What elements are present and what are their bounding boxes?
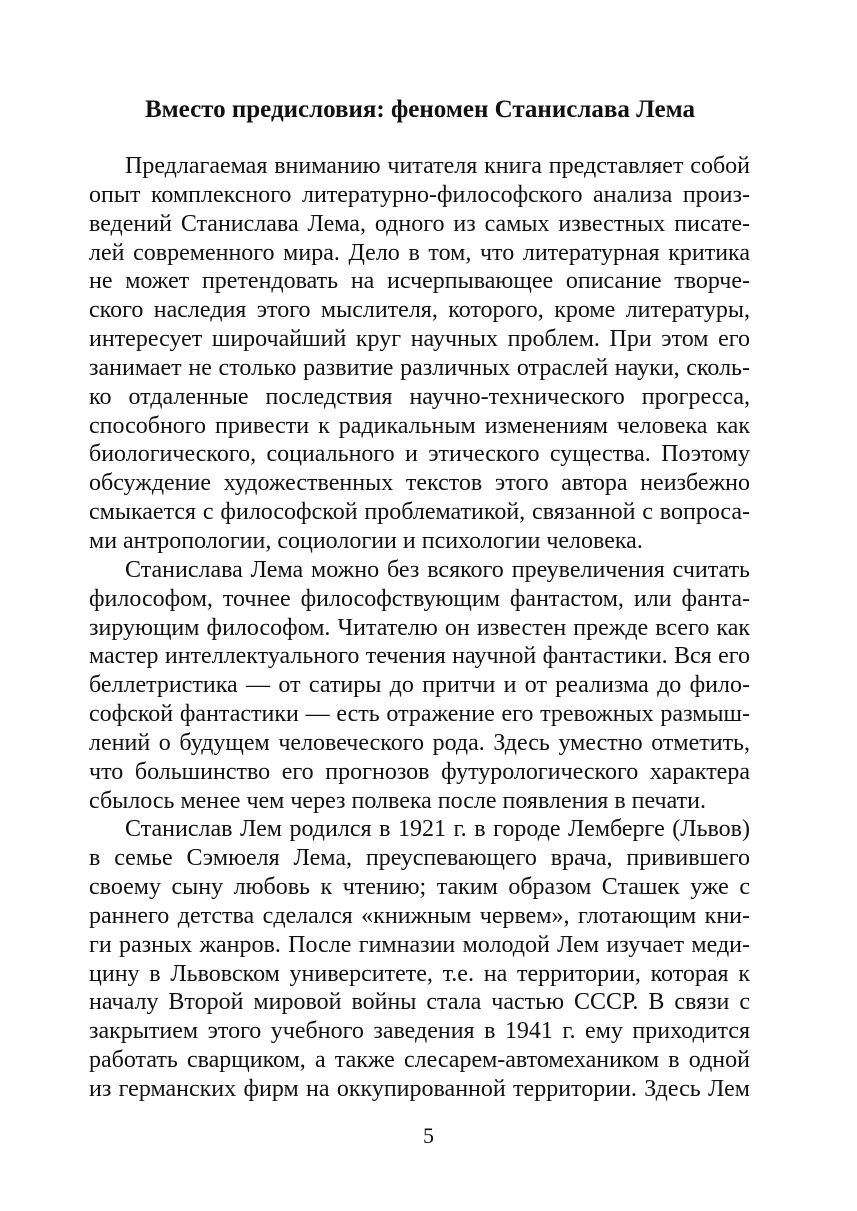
paragraph-3-line-7: началу Второй мировой войны стала частью СССР. В связи с [89,989,750,1016]
paragraph-1-line-4: лей современного мира. Дело в том, что литературная критика [89,239,750,266]
paragraph-3-line-5: ги разных жанров. После гимназии молодой Лем изучает меди- [89,931,750,958]
paragraph-2-line-8: что большинство его прогнозов футурологического характера [89,758,750,785]
paragraph-1-line-2: опыт комплексного литературно-философского анализа произ- [89,181,750,208]
paragraph-1-line-13: смыкается с философской проблематикой, связанной с вопроса- [89,499,750,526]
paragraph-3-line-3: своему сыну любовь к чтению; таким образом Сташек уже с [89,874,750,901]
chapter-title: Вместо предисловия: феномен Станислава Лема [144,96,696,123]
paragraph-1-line-8: занимает не столько развитие различных отраслей науки, сколь- [89,354,750,381]
paragraph-1-line-10: способного привести к радикальным изменениям человека как [89,412,750,439]
paragraph-3-line-4: раннего детства сделался «книжным червем», глотающим кни- [89,902,750,929]
paragraph-2-line-5: беллетристика — от сатиры до притчи и от реализма до фило- [89,672,750,699]
paragraph-1-line-3: ведений Станислава Лема, одного из самых известных писате- [89,210,750,237]
paragraph-3-line-8: закрытием этого учебного заведения в 1941 г. ему приходится [89,1018,750,1045]
paragraph-2-line-3: зирующим философом. Читателю он известен прежде всего как [89,614,750,641]
paragraph-2-line-9: сбылось менее чем через полвека после появления в печати. [89,787,706,814]
paragraph-1-line-11: биологического, социального и этического существа. Поэтому [89,441,750,468]
paragraph-1-line-12: обсуждение художественных текстов этого автора неизбежно [89,470,750,497]
paragraph-1-line-7: интересует широчайший круг научных проблем. При этом его [89,326,750,353]
paragraph-1-line-1: Предлагаемая вниманию читателя книга представляет собой [125,153,750,179]
page-number: 5 [423,1123,434,1148]
paragraph-3-line-9: работать сварщиком, а также слесарем-автомехаником в одной [89,1047,750,1074]
paragraph-1-line-6: ского наследия этого мыслителя, которого, кроме литературы, [89,297,750,324]
paragraph-2-line-6: софской фантастики — есть отражение его тревожных размыш- [89,701,750,728]
paragraph-3-line-1: Станислав Лем родился в 1921 г. в городе Лемберге (Львов) [125,816,750,843]
paragraph-1-line-5: не может претендовать на исчерпывающее описание творче- [89,268,750,295]
paragraph-2-line-7: лений о будущем человеческого рода. Здесь уместно отметить, [89,729,750,756]
paragraph-3-line-2: в семье Сэмюеля Лема, преуспевающего врача, привившего [89,845,750,872]
body-text [89,152,750,1104]
paragraph-1-line-14: ми антропологии, социологии и психологии человека. [89,527,643,554]
paragraph-2-line-2: философом, точнее философствующим фантастом, или фанта- [89,585,750,612]
paragraph-3-line-10: из германских фирм на оккупированной территории. Здесь Лем [89,1076,750,1102]
paragraph-3-line-6: цину в Львовском университете, т.е. на территории, которая к [89,960,750,987]
paragraph-1-line-9: ко отдаленные последствия научно-технического прогресса, [89,383,750,410]
paragraph-2-line-4: мастер интеллектуального течения научной фантастики. Вся его [89,643,750,670]
paragraph-2-line-1: Станислава Лема можно без всякого преувеличения считать [125,556,750,583]
